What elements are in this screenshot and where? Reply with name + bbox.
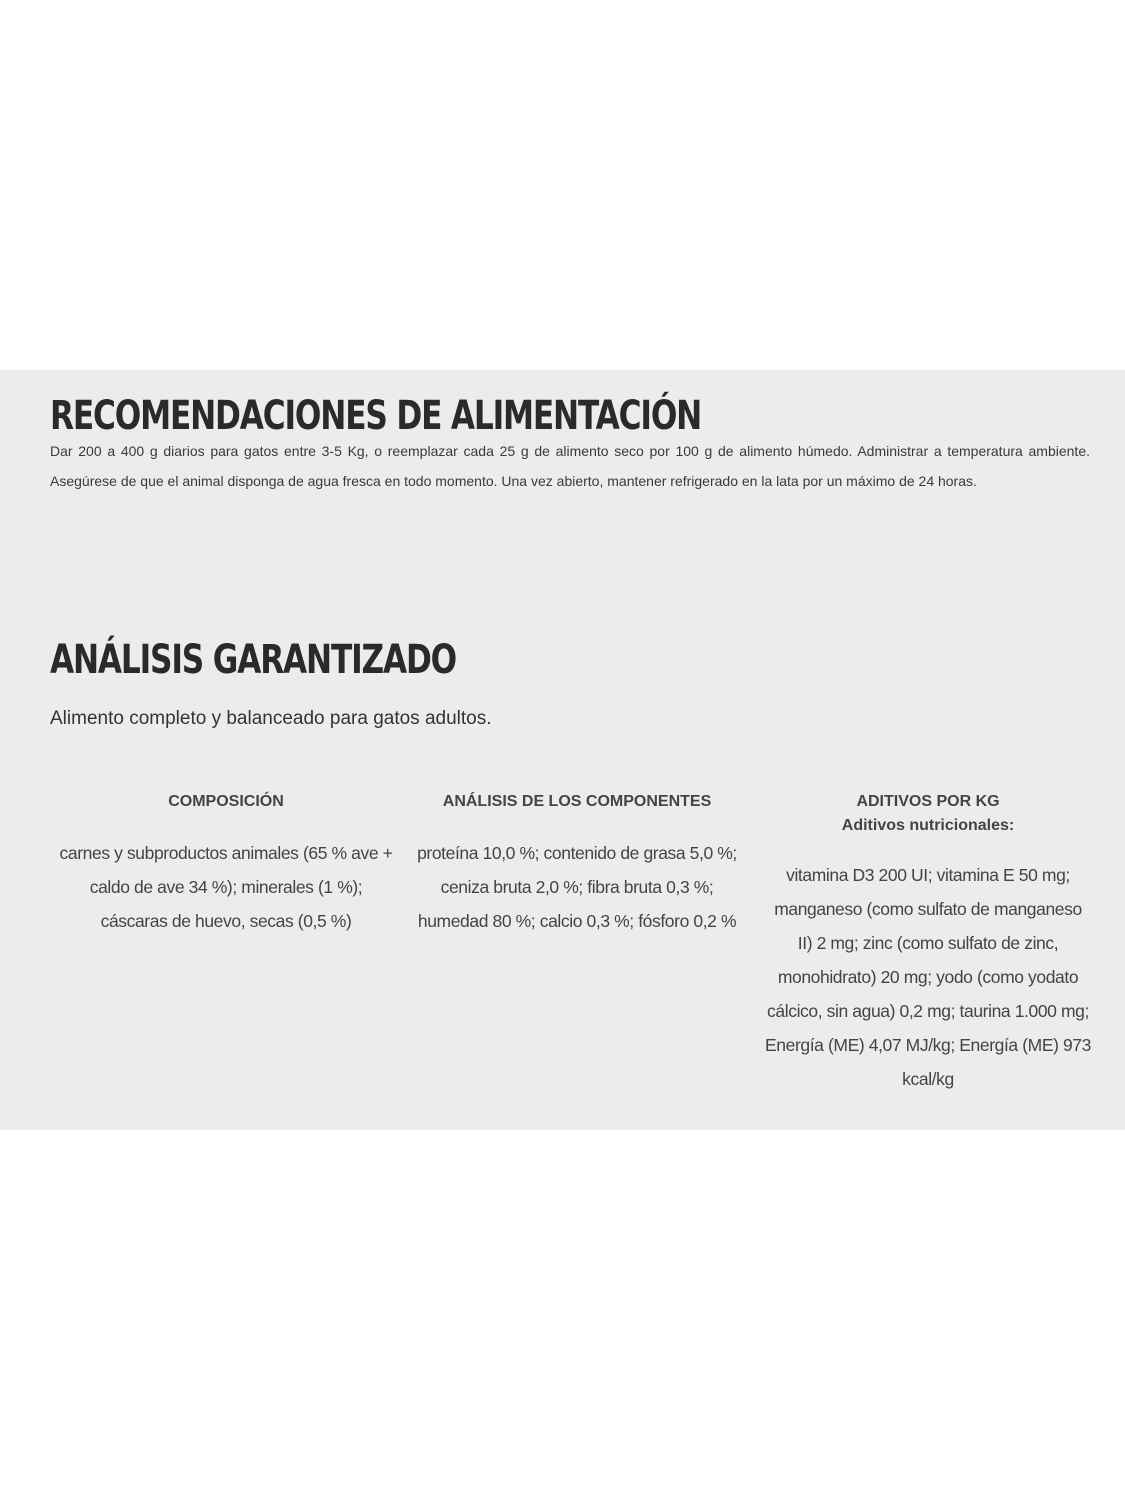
composition-text: carnes y subproductos animales (65 % ave + caldo de ave 34 %); minerales (1 %); cáscaras de huevo, secas (0,5 %): [59, 843, 393, 931]
additives-title: ADITIVOS POR KG: [856, 793, 1000, 810]
composition-column: [58, 790, 394, 938]
product-info-panel: [0, 370, 1125, 1130]
feeding-recommendations-heading: RECOMENDACIONES DE ALIMENTACIÓN: [50, 393, 702, 439]
additives-column: [765, 790, 1091, 1096]
components-analysis-title: ANÁLISIS DE LOS COMPONENTES: [442, 793, 712, 810]
guaranteed-analysis-heading: ANÁLISIS GARANTIZADO: [50, 637, 457, 683]
composition-title: COMPOSICIÓN: [168, 793, 284, 810]
analysis-intro: Alimento completo y balanceado para gatos adultos.: [50, 708, 492, 729]
additives-text: vitamina D3 200 UI; vitamina E 50 mg; manganeso (como sulfato de manganeso II) 2 mg; zinc (como sulfato de zinc, monohidrato) 20 mg; yodo (como yodato cálcico, sin agua) 0,2 mg; taurina 1.000 mg; Energía (ME) 4,07 MJ/kg; Energía (ME) 973 kcal/kg: [765, 865, 1091, 1089]
nutritional-additives-subtitle: Aditivos nutricionales:: [841, 817, 1015, 834]
components-analysis-text: proteína 10,0 %; contenido de grasa 5,0 %; ceniza bruta 2,0 %; fibra bruta 0,3 %; humedad 80 %; calcio 0,3 %; fósforo 0,2 %: [417, 843, 737, 931]
components-analysis-column: [410, 790, 744, 938]
feeding-recommendations-text: Dar 200 a 400 g diarios para gatos entre 3-5 Kg, o reemplazar cada 25 g de alimento seco por 100 g de alimento húmedo. Administrar a temperatura ambiente. Asegúrese de que el animal disponga de agua fresca en todo momento. Una vez abierto, mantener refrigerado en la lata por un máximo de 24 horas.: [50, 443, 1090, 489]
